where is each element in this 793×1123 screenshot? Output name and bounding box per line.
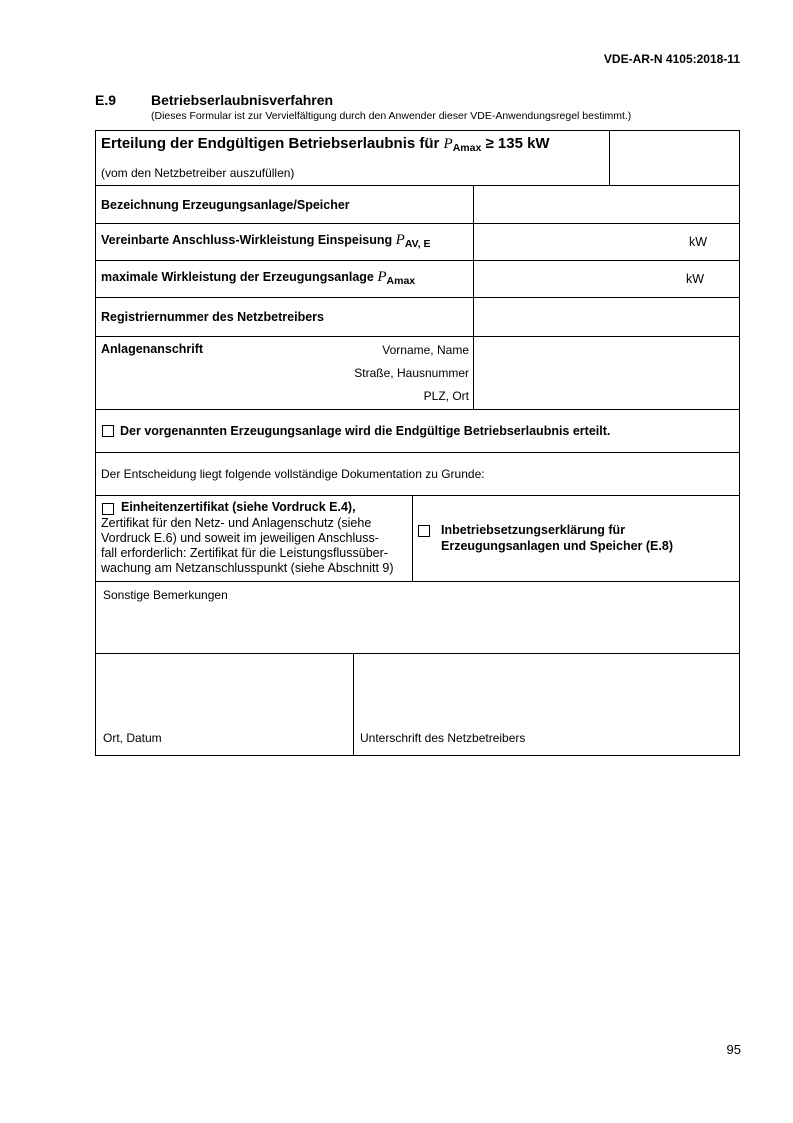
row-divider <box>96 409 739 410</box>
registration-field[interactable] <box>474 298 739 336</box>
remarks-field[interactable] <box>96 582 739 653</box>
page-number: 95 <box>726 1042 741 1057</box>
form-subtitle: (vom den Netzbetreiber auszufüllen) <box>101 166 295 180</box>
unit-cert-title: Einheitenzertifikat (siehe Vordruck E.4), <box>121 500 356 514</box>
unit-cert-line: fall erforderlich: Zertifikat für die Leistungsflussüber- <box>101 546 388 560</box>
document-id: VDE-AR-N 4105:2018-11 <box>603 52 740 66</box>
row-divider <box>96 452 739 453</box>
designation-label: Bezeichnung Erzeugungsanlage/Speicher <box>101 198 350 212</box>
commissioning-checkbox[interactable] <box>418 525 430 537</box>
unit-cert-line: wachung am Netzanschlusspunkt (siehe Abschnitt 9) <box>101 561 394 575</box>
form-title: Erteilung der Endgültigen Betriebserlaubnis für $P_{Amax} \ge 135$ kW <box>101 135 550 154</box>
power-variable: P <box>443 136 453 152</box>
registration-label: Registriernummer des Netzbetreibers <box>101 310 324 324</box>
max-power-unit: kW <box>686 272 705 286</box>
unit-cert-checkbox[interactable] <box>102 503 114 515</box>
title-side-field[interactable] <box>610 131 739 185</box>
agreed-power-label: Vereinbarte Anschluss-Wirkleistung Einspeisung $P_{AV, E}$ <box>101 232 431 250</box>
section-title: Betriebserlaubnisverfahren <box>151 92 334 108</box>
address-city-label: PLZ, Ort <box>423 389 469 403</box>
agreed-power-unit: kW <box>689 235 708 249</box>
address-street-label: Straße, Hausnummer <box>354 366 469 380</box>
commissioning-line: Inbetriebsetzungserklärung für <box>441 523 626 537</box>
approval-checkbox-label: Der vorgenannten Erzeugungsanlage wird die Endgültige Betriebserlaubnis erteilt. <box>120 424 611 438</box>
remarks-label: Sonstige Bemerkungen <box>103 588 228 602</box>
section-note: (Dieses Formular ist zur Vervielfältigung durch den Anwender dieser VDE-Anwendungsregel bestimmt.) <box>151 110 632 122</box>
address-field[interactable] <box>474 337 739 409</box>
column-divider <box>412 495 413 581</box>
power-variable-subscript: Amax <box>452 142 482 154</box>
max-power-label: maximale Wirkleistung der Erzeugungsanlage $P_{Amax}$ <box>101 269 416 287</box>
permit-form <box>95 130 740 756</box>
place-date-label: Ort, Datum <box>103 731 162 745</box>
documentation-note: Der Entscheidung liegt folgende vollständige Dokumentation zu Grunde: <box>101 467 485 481</box>
commissioning-line: Erzeugungsanlagen und Speicher (E.8) <box>441 539 673 553</box>
section-number: E.9 <box>95 92 117 108</box>
address-label: Anlagenanschrift <box>101 342 204 356</box>
approval-checkbox[interactable] <box>102 425 114 437</box>
signature-label: Unterschrift des Netzbetreibers <box>360 731 526 745</box>
designation-field[interactable] <box>474 186 739 223</box>
unit-cert-line: Zertifikat für den Netz- und Anlagenschutz (siehe <box>101 516 372 530</box>
row-divider <box>96 495 739 496</box>
address-name-label: Vorname, Name <box>382 343 469 357</box>
unit-cert-line: Vordruck E.6) und soweit im jeweiligen Anschluss- <box>101 531 379 545</box>
